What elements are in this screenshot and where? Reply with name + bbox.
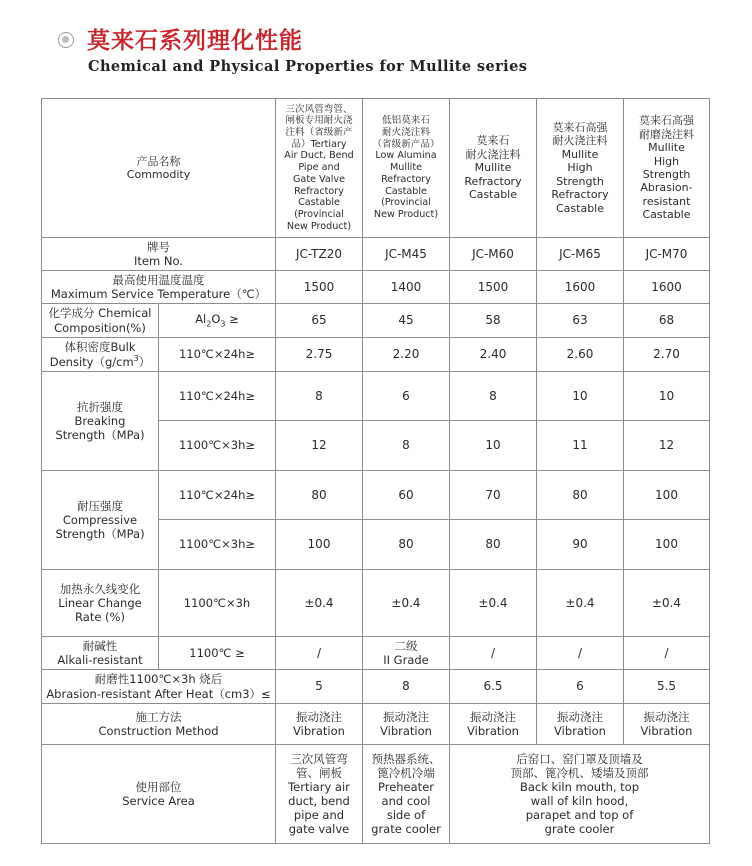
cell: 45 xyxy=(363,304,450,338)
cell: JC-M65 xyxy=(537,238,624,271)
product-header-m65: 莫来石高强 耐火浇注料 Mullite High Strength Refractory Castable xyxy=(537,99,624,238)
cell: 90 xyxy=(537,520,624,570)
construction-label: 施工方法 Construction Method xyxy=(42,704,276,745)
cell: / xyxy=(276,637,363,670)
cell: 6 xyxy=(537,670,624,704)
compressive-condition-1: 110℃×24h≥ xyxy=(159,471,276,520)
linear-change-condition: 1100℃×3h xyxy=(159,570,276,637)
cell: 1500 xyxy=(276,271,363,304)
breaking-condition-2: 1100℃×3h≥ xyxy=(159,421,276,471)
header-row xyxy=(42,99,710,238)
cell: 60 xyxy=(363,471,450,520)
row-abrasion xyxy=(42,670,710,704)
cell: ±0.4 xyxy=(537,570,624,637)
cell: JC-M60 xyxy=(450,238,537,271)
cell: 8 xyxy=(363,421,450,471)
cell: 振动浇注 Vibration xyxy=(450,704,537,745)
compressive-condition-2: 1100℃×3h≥ xyxy=(159,520,276,570)
cell: 1500 xyxy=(450,271,537,304)
cell: 12 xyxy=(276,421,363,471)
alkali-condition: 1100℃ ≥ xyxy=(159,637,276,670)
row-alkali xyxy=(42,637,710,670)
cell: 10 xyxy=(537,372,624,421)
cell: 10 xyxy=(624,372,710,421)
cell: ±0.4 xyxy=(450,570,537,637)
item-no-label: 牌号 Item No. xyxy=(42,238,276,271)
cell: 11 xyxy=(537,421,624,471)
chemical-label: 化学成分 Chemical Composition(%) xyxy=(42,304,159,338)
cell: 8 xyxy=(276,372,363,421)
cell: 100 xyxy=(624,520,710,570)
cell: 2.70 xyxy=(624,338,710,372)
title-english: Chemical and Physical Properties for Mullite series xyxy=(88,58,528,75)
cell: 1400 xyxy=(363,271,450,304)
cell: 后窑口、窑门罩及顶墙及 顶部、篦冷机、矮墙及顶部 Back kiln mouth, top wall of kiln hood, parapet and top of grate cooler xyxy=(450,745,710,844)
cell: 6 xyxy=(363,372,450,421)
cell: 2.20 xyxy=(363,338,450,372)
cell: JC-M70 xyxy=(624,238,710,271)
cell: 5 xyxy=(276,670,363,704)
cell: 2.40 xyxy=(450,338,537,372)
breaking-condition-1: 110℃×24h≥ xyxy=(159,372,276,421)
cell: 1600 xyxy=(624,271,710,304)
max-temp-label: 最高使用温度温度 Maximum Service Temperature（℃） xyxy=(42,271,276,304)
row-max-temp xyxy=(42,271,710,304)
title-chinese: 莫来石系列理化性能 xyxy=(87,28,303,54)
cell: 10 xyxy=(450,421,537,471)
cell: / xyxy=(450,637,537,670)
page-header xyxy=(0,0,752,98)
cell: JC-TZ20 xyxy=(276,238,363,271)
product-header-m60: 莫来石 耐火浇注料 Mullite Refractory Castable xyxy=(450,99,537,238)
cell: ±0.4 xyxy=(276,570,363,637)
cell: 68 xyxy=(624,304,710,338)
row-linear-change xyxy=(42,570,710,637)
cell: 80 xyxy=(363,520,450,570)
density-label: 体积密度Bulk $Density(g/cm^3)$ xyxy=(42,338,159,372)
row-construction xyxy=(42,704,710,745)
alkali-label: 耐碱性 Alkali-resistant xyxy=(42,637,159,670)
cell: ±0.4 xyxy=(624,570,710,637)
commodity-header: 产品名称 Commodity xyxy=(42,99,276,238)
cell: 2.75 xyxy=(276,338,363,372)
cell: 58 xyxy=(450,304,537,338)
cell: 1600 xyxy=(537,271,624,304)
cell: 8 xyxy=(363,670,450,704)
cell: 63 xyxy=(537,304,624,338)
product-header-tz20: 三次风管弯管、 闸板专用耐火浇 注料（省级新产 品）Tertiary Air Duct, Bend Pipe and Gate Valve Refractory Castable (Provincial New Product) xyxy=(276,99,363,238)
cell: 振动浇注 Vibration xyxy=(624,704,710,745)
row-density xyxy=(42,338,710,372)
circle-bullet-icon xyxy=(58,32,74,48)
cell: 预热器系统、 篦冷机冷端 Preheater and cool side of grate cooler xyxy=(363,745,450,844)
row-service-area xyxy=(42,745,710,844)
cell: 振动浇注 Vibration xyxy=(276,704,363,745)
compressive-label: 耐压强度 Compressive Strength（MPa) xyxy=(42,471,159,570)
density-condition: 110℃×24h≥ xyxy=(159,338,276,372)
service-area-label: 使用部位 Service Area xyxy=(42,745,276,844)
cell: 80 xyxy=(276,471,363,520)
cell: 6.5 xyxy=(450,670,537,704)
properties-table xyxy=(41,98,710,844)
product-header-m70: 莫来石高强 耐磨浇注料 Mullite High Strength Abrasion- resistant Castable xyxy=(624,99,710,238)
chemical-condition: $Al_2O_3$ ≥ xyxy=(159,304,276,338)
cell: 振动浇注 Vibration xyxy=(363,704,450,745)
abrasion-label: 耐磨性1100℃×3h 烧后 Abrasion-resistant After Heat（cm3）≤ xyxy=(42,670,276,704)
cell: 100 xyxy=(276,520,363,570)
row-item-no xyxy=(42,238,710,271)
cell: 振动浇注 Vibration xyxy=(537,704,624,745)
cell: 三次风管弯 管、闸板 Tertiary air duct, bend pipe and gate valve xyxy=(276,745,363,844)
cell: 80 xyxy=(537,471,624,520)
cell: 100 xyxy=(624,471,710,520)
product-header-m45: 低铝莫来石 耐火浇注料 （省级新产品） Low Alumina Mullite Refractory Castable (Provincial New Product) xyxy=(363,99,450,238)
cell: 二级 II Grade xyxy=(363,637,450,670)
linear-change-label: 加热永久线变化 Linear Change Rate (%) xyxy=(42,570,159,637)
cell: 70 xyxy=(450,471,537,520)
cell: 80 xyxy=(450,520,537,570)
cell: 12 xyxy=(624,421,710,471)
row-chemical xyxy=(42,304,710,338)
cell: ±0.4 xyxy=(363,570,450,637)
row-compressive-1 xyxy=(42,471,710,520)
cell: 8 xyxy=(450,372,537,421)
cell: 2.60 xyxy=(537,338,624,372)
cell: JC-M45 xyxy=(363,238,450,271)
breaking-label: 抗折强度 Breaking Strength（MPa) xyxy=(42,372,159,471)
cell: / xyxy=(537,637,624,670)
cell: 5.5 xyxy=(624,670,710,704)
row-breaking-1 xyxy=(42,372,710,421)
cell: / xyxy=(624,637,710,670)
cell: 65 xyxy=(276,304,363,338)
